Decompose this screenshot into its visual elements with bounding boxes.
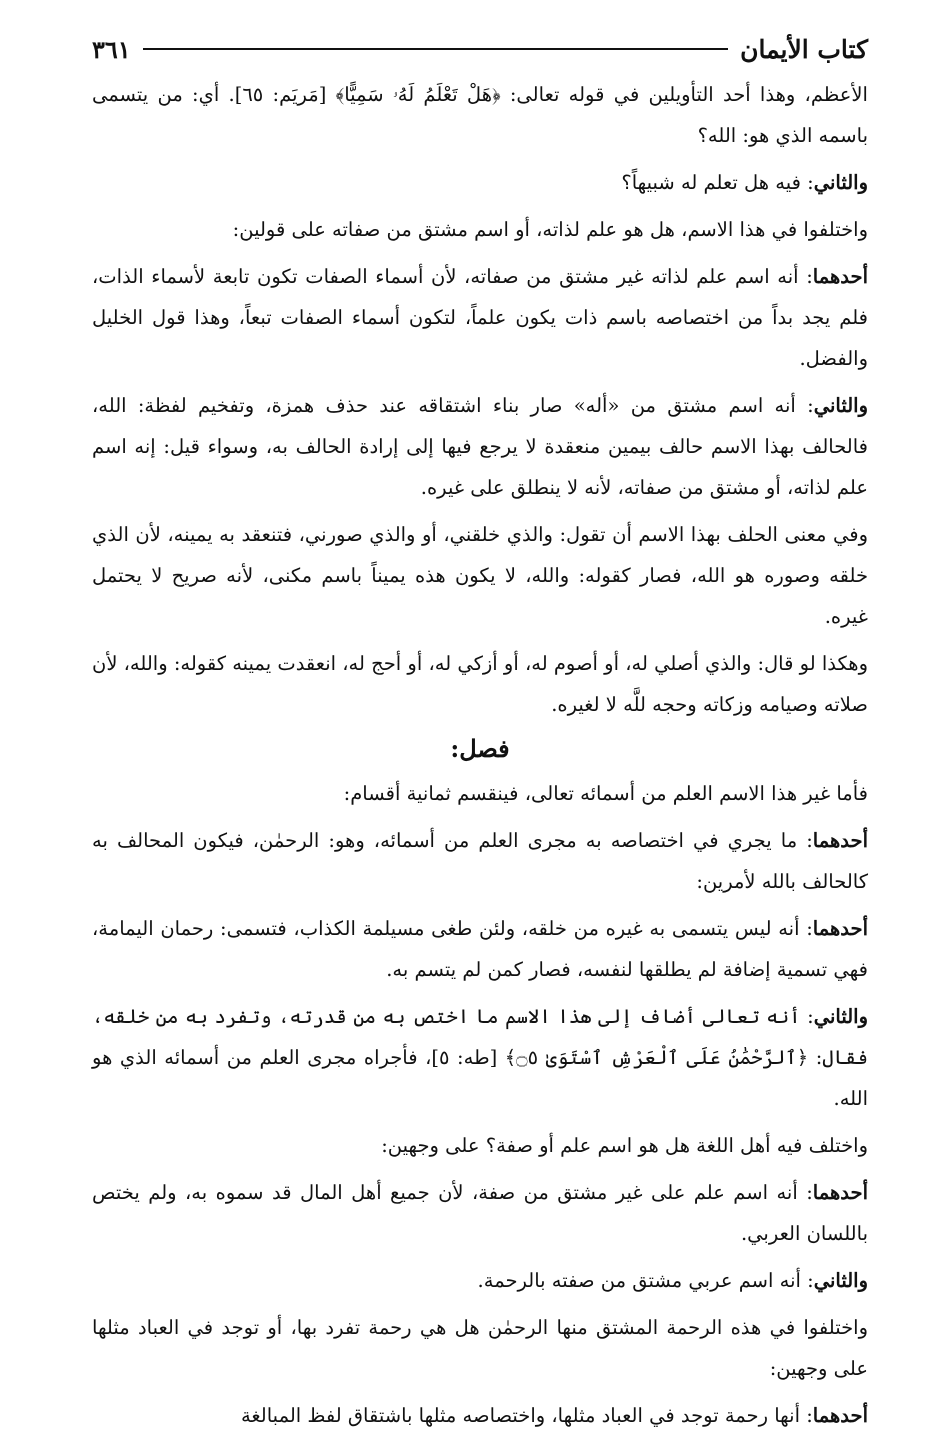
paragraph bbox=[92, 996, 868, 1119]
paragraph-text: واختلف فيه أهل اللغة هل هو اسم علم أو صفة؟ على وجهين: bbox=[381, 1134, 868, 1157]
running-header bbox=[92, 32, 868, 66]
paragraph-lead: أحدهما bbox=[812, 917, 868, 940]
paragraph bbox=[92, 908, 868, 990]
paragraph-text: : أنها رحمة توجد في العباد مثلها، واختصاصه مثلها باشتقاق لفظ المبالغة bbox=[240, 1404, 813, 1427]
paragraph bbox=[92, 514, 868, 637]
paragraph bbox=[92, 1125, 868, 1166]
paragraph-lead: أحدهما bbox=[812, 829, 868, 852]
paragraph-text: : أنه ليس يتسمى به غيره من خلقه، ولئن طغى مسيلمة الكذاب، فتسمى: رحمان اليمامة، فهي تسمية إضافة لم يطلقها لنفسه، فصار كمن لم يتسم به. bbox=[92, 917, 868, 981]
paragraph-text: واختلفوا في هذا الاسم، هل هو علم لذاته، أو اسم مشتق من صفاته على قولين: bbox=[232, 218, 868, 241]
paragraph-text: : أنه اسم عربي مشتق من صفته بالرحمة. bbox=[477, 1269, 814, 1292]
paragraph-text: الأعظم، وهذا أحد التأويلين في قوله تعالى: ﴿هَلْ تَعْلَمُ لَهُۥ سَمِيًّا﴾ [مَريَم: ٦٥]. أي: من يتسمى باسمه الذي هو: الله؟ bbox=[92, 83, 868, 147]
paragraph bbox=[92, 1307, 868, 1389]
paragraph-text: واختلفوا في هذه الرحمة المشتق منها الرحمٰن هل هي رحمة تفرد بها، أو توجد في العباد مثلها على وجهين: bbox=[92, 1316, 868, 1380]
paragraph-lead: والثاني bbox=[813, 171, 868, 194]
paragraph bbox=[92, 643, 868, 725]
paragraph-text: : أنه اسم علم على غير مشتق من صفة، لأن جميع أهل المال قد سموه به، ولم يختص باللسان العربي. bbox=[92, 1181, 868, 1245]
paragraph-lead: أحدهما bbox=[812, 1404, 868, 1427]
paragraph bbox=[92, 74, 868, 156]
paragraph-lead: أحدهما bbox=[812, 1181, 868, 1204]
page bbox=[92, 32, 868, 1442]
paragraph bbox=[92, 385, 868, 508]
paragraph-text: : ما يجري في اختصاصه به مجرى العلم من أسمائه، وهو: الرحمٰن، فيكون المحالف به كالحالف بالله لأمرين: bbox=[92, 829, 868, 893]
paragraph bbox=[92, 1395, 868, 1436]
paragraph-lead: أحدهما bbox=[812, 265, 868, 288]
paragraph bbox=[92, 256, 868, 379]
paragraph-text: : أنه اسم مشتق من «أله» صار بناء اشتقاقه عند حذف همزة، وتفخيم لفظة: الله، فالحالف بهذا الاسم حالف بيمين منعقدة لا يرجع فيها إلى إرادة الحالف به، وسواء قيل: إنه اسم علم لذاته، أو مشتق من صفاته، لأنه لا ينطلق على غيره. bbox=[92, 394, 868, 499]
paragraph bbox=[92, 162, 868, 203]
page-number: ٣٦١ bbox=[92, 34, 131, 64]
paragraph bbox=[92, 820, 868, 902]
paragraph-text: وهكذا لو قال: والذي أصلي له، أو أصوم له، أو أزكي له، أو أحج له، انعقدت يمينه كقوله: والله، لأن صلاته وصيامه وزكاته وحجه للَّه لا لغيره. bbox=[92, 652, 868, 716]
paragraph bbox=[92, 1260, 868, 1301]
paragraph bbox=[92, 1172, 868, 1254]
body-text-2 bbox=[92, 773, 868, 1436]
paragraph bbox=[92, 773, 868, 814]
paragraph-text: فأما غير هذا الاسم العلم من أسمائه تعالى، فينقسم ثمانية أقسام: bbox=[343, 782, 868, 805]
paragraph-lead: والثاني bbox=[813, 1005, 868, 1028]
header-rule bbox=[143, 48, 728, 50]
paragraph-text: : أنه اسم علم لذاته غير مشتق من صفاته، لأن أسماء الصفات تكون تابعة لأسماء الذات، فلم يجد بداً من اختصاصه باسم ذات يكون علماً، لتكون أسماء الصفات تبعاً، وهذا قول الخليل والفضل. bbox=[92, 265, 868, 370]
paragraph-text: : فيه هل تعلم له شبيهاً؟ bbox=[621, 171, 814, 194]
paragraph bbox=[92, 209, 868, 250]
paragraph-lead: والثاني bbox=[813, 1269, 868, 1292]
section-title: فصل: bbox=[450, 734, 510, 763]
body-text-1 bbox=[92, 74, 868, 725]
paragraph-lead: والثاني bbox=[813, 394, 868, 417]
paragraph-text: : أنه تعالى أضاف إلى هذا الاسم ما اختص به من قدرته، وتفرد به من خلقه، فقال: ﴿ٱلرَّحْمَٰنُ عَلَى ٱلْعَرْشِ ٱسْتَوَىٰ ۝٥﴾ [طه: ٥]، فأجراه مجرى العلم من أسمائه الذي هو الله. bbox=[92, 1005, 868, 1110]
book-title: كتاب الأيمان bbox=[740, 34, 868, 64]
paragraph-text: وفي معنى الحلف بهذا الاسم أن تقول: والذي خلقني، أو والذي صورني، فتنعقد به يمينه، لأن الذي خلقه وصوره هو الله، فصار كقوله: والله، لا يكون هذه يميناً باسم مكنى، لأنه صريح لا يحتمل غيره. bbox=[92, 523, 868, 628]
